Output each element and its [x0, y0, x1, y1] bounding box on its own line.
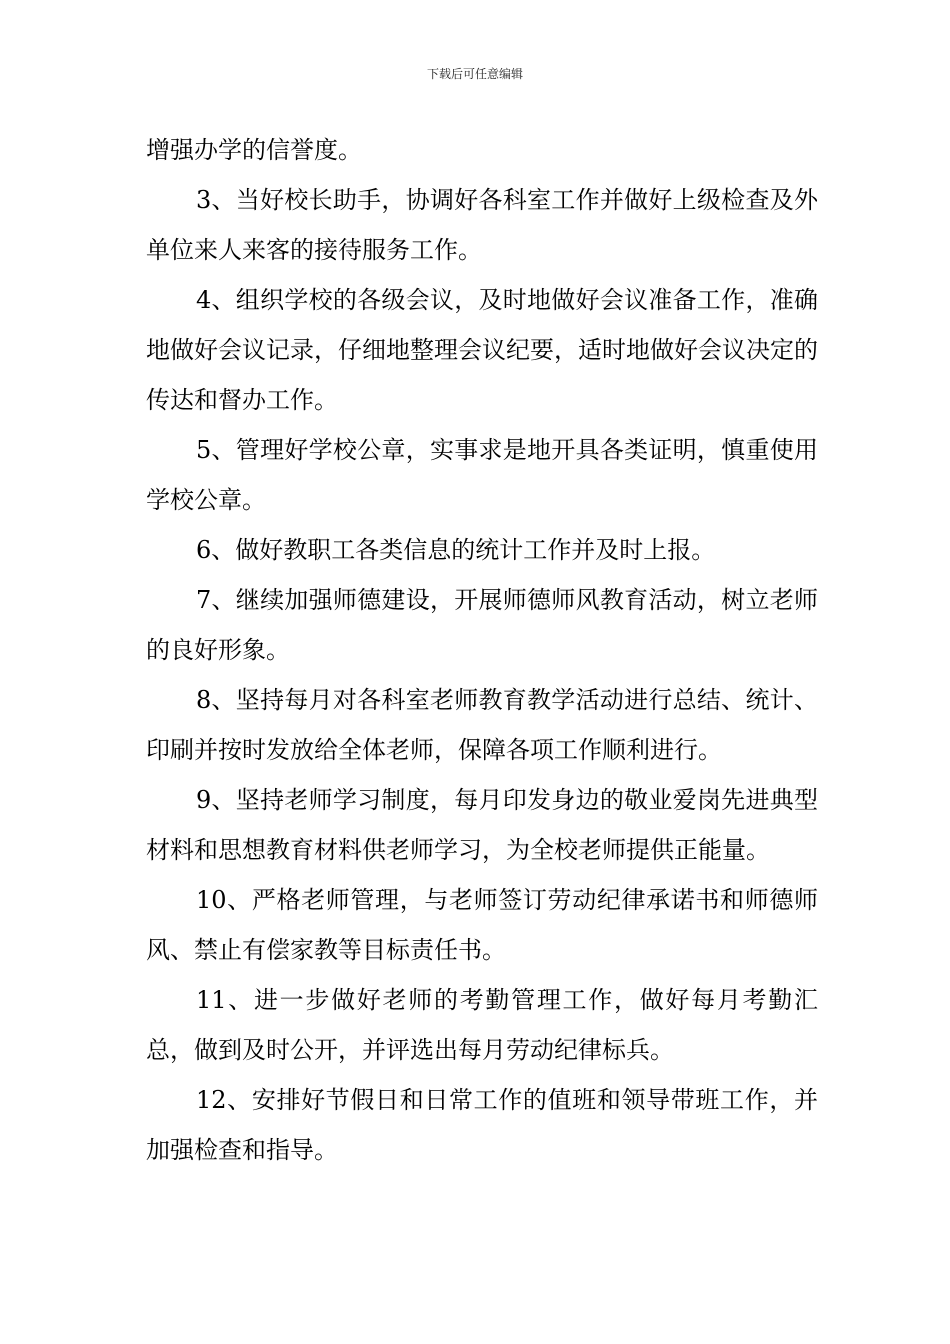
paragraph-item-12: 12、安排好节假日和日常工作的值班和领导带班工作，并加强检查和指导。 [146, 1086, 818, 1164]
paragraph-item-3: 3、当好校长助手，协调好各科室工作并做好上级检查及外单位来人来客的接待服务工作。 [146, 186, 818, 264]
paragraph-item-11: 11、进一步做好老师的考勤管理工作，做好每月考勤汇总，做到及时公开，并评选出每月劳动纪律标兵。 [146, 986, 818, 1064]
paragraph-continuation: 增强办学的信誉度。 [146, 136, 362, 164]
document-body [146, 125, 818, 1175]
page-header: 下载后可任意编辑 [426, 67, 523, 81]
paragraph-item-4: 4、组织学校的各级会议，及时地做好会议准备工作，准确地做好会议记录，仔细地整理会议纪要，适时地做好会议决定的传达和督办工作。 [146, 286, 818, 414]
paragraph-item-10: 10、严格老师管理，与老师签订劳动纪律承诺书和师德师风、禁止有偿家教等目标责任书。 [146, 886, 818, 964]
paragraph-item-9: 9、坚持老师学习制度，每月印发身边的敬业爱岗先进典型材料和思想教育材料供老师学习，为全校老师提供正能量。 [146, 786, 818, 864]
paragraph-item-8: 8、坚持每月对各科室老师教育教学活动进行总结、统计、印刷并按时发放给全体老师，保障各项工作顺利进行。 [146, 686, 818, 764]
paragraph-item-6: 6、做好教职工各类信息的统计工作并及时上报。 [196, 536, 716, 564]
paragraph-item-5: 5、管理好学校公章，实事求是地开具各类证明，慎重使用学校公章。 [146, 436, 818, 514]
paragraph-item-7: 7、继续加强师德建设，开展师德师风教育活动，树立老师的良好形象。 [146, 586, 818, 664]
